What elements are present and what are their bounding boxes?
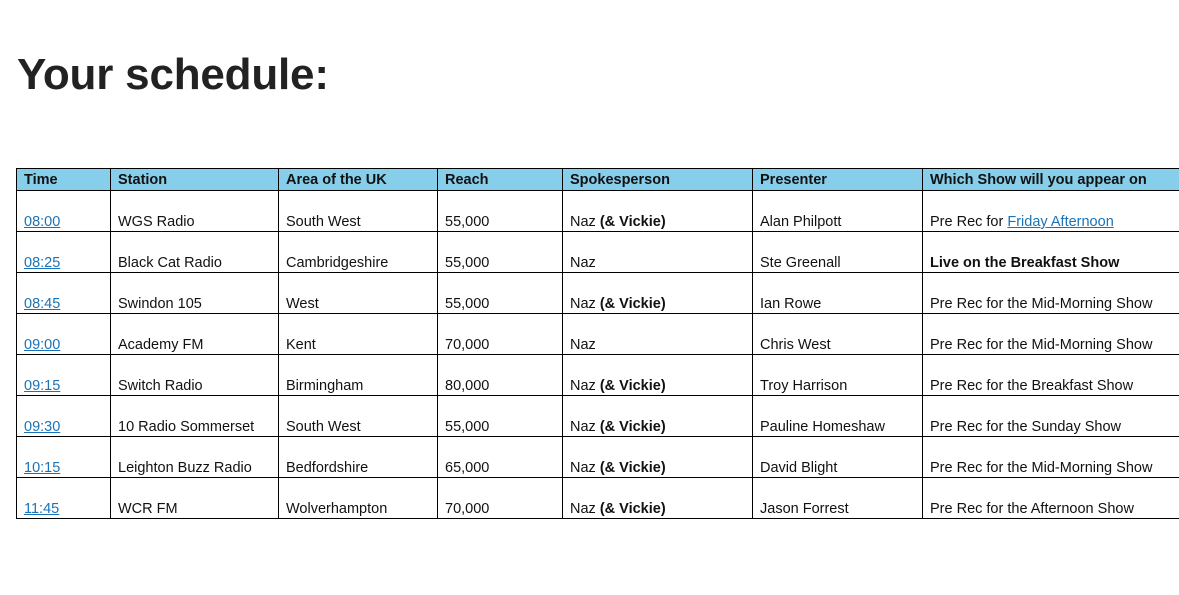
column-header-reach: Reach <box>438 169 563 191</box>
table-row <box>17 396 1179 437</box>
spokesperson-cell <box>563 314 753 355</box>
page-title: Your schedule: <box>17 50 329 99</box>
station-cell: Leighton Buzz Radio <box>111 437 279 478</box>
schedule-body <box>17 191 1179 519</box>
station-cell: Academy FM <box>111 314 279 355</box>
spokesperson-cell <box>563 437 753 478</box>
presenter-cell: Pauline Homeshaw <box>753 396 923 437</box>
spokesperson-extra: (& Vickie) <box>595 296 666 312</box>
reach-cell: 55,000 <box>438 396 563 437</box>
reach-cell: 55,000 <box>438 232 563 273</box>
schedule-table <box>16 168 1179 519</box>
time-link[interactable]: 08:00 <box>24 214 61 230</box>
presenter-cell: Alan Philpott <box>753 191 923 232</box>
area-cell: Cambridgeshire <box>279 232 438 273</box>
area-cell: West <box>279 273 438 314</box>
presenter-cell: Jason Forrest <box>753 478 923 519</box>
time-cell <box>17 232 111 273</box>
reach-cell: 70,000 <box>438 478 563 519</box>
time-cell <box>17 273 111 314</box>
spokesperson-name: Naz <box>570 460 596 476</box>
presenter-cell: Ste Greenall <box>753 232 923 273</box>
show-cell <box>923 396 1179 437</box>
station-cell: Switch Radio <box>111 355 279 396</box>
table-row <box>17 232 1179 273</box>
spokesperson-name: Naz <box>570 296 596 312</box>
spokesperson-cell <box>563 191 753 232</box>
show-text: Pre Rec for the Afternoon Show <box>930 501 1134 517</box>
spokesperson-name: Naz <box>570 255 596 271</box>
column-header-show: Which Show will you appear on <box>923 169 1179 191</box>
table-row <box>17 314 1179 355</box>
column-header-area: Area of the UK <box>279 169 438 191</box>
spokesperson-cell <box>563 478 753 519</box>
spokesperson-name: Naz <box>570 419 596 435</box>
show-prefix: Pre Rec for <box>930 214 1008 230</box>
station-cell: WGS Radio <box>111 191 279 232</box>
station-cell: Swindon 105 <box>111 273 279 314</box>
presenter-cell: David Blight <box>753 437 923 478</box>
show-cell <box>923 478 1179 519</box>
show-cell <box>923 314 1179 355</box>
station-cell: Black Cat Radio <box>111 232 279 273</box>
show-cell <box>923 273 1179 314</box>
time-cell <box>17 191 111 232</box>
spokesperson-name: Naz <box>570 337 596 353</box>
table-row <box>17 478 1179 519</box>
spokesperson-name: Naz <box>570 378 596 394</box>
column-header-station: Station <box>111 169 279 191</box>
spokesperson-extra: (& Vickie) <box>595 501 666 517</box>
show-text: Pre Rec for the Mid-Morning Show <box>930 460 1153 476</box>
reach-cell: 70,000 <box>438 314 563 355</box>
show-cell <box>923 355 1179 396</box>
time-cell <box>17 396 111 437</box>
table-row <box>17 273 1179 314</box>
time-link[interactable]: 09:30 <box>24 419 61 435</box>
spokesperson-cell <box>563 273 753 314</box>
area-cell: Kent <box>279 314 438 355</box>
time-cell <box>17 478 111 519</box>
reach-cell: 55,000 <box>438 191 563 232</box>
reach-cell: 65,000 <box>438 437 563 478</box>
time-cell <box>17 314 111 355</box>
time-link[interactable]: 09:00 <box>24 337 61 353</box>
show-cell <box>923 191 1179 232</box>
time-link[interactable]: 10:15 <box>24 460 61 476</box>
presenter-cell: Ian Rowe <box>753 273 923 314</box>
column-header-spokesperson: Spokesperson <box>563 169 753 191</box>
spokesperson-cell <box>563 355 753 396</box>
show-link[interactable]: Friday Afternoon <box>1007 214 1114 230</box>
station-cell: WCR FM <box>111 478 279 519</box>
spokesperson-cell <box>563 396 753 437</box>
area-cell: Bedfordshire <box>279 437 438 478</box>
table-row <box>17 355 1179 396</box>
show-cell <box>923 437 1179 478</box>
spokesperson-extra: (& Vickie) <box>595 460 666 476</box>
column-header-time: Time <box>17 169 111 191</box>
spokesperson-cell <box>563 232 753 273</box>
show-text: Pre Rec for the Mid-Morning Show <box>930 337 1153 353</box>
table-header-row <box>17 169 1179 191</box>
table-row <box>17 191 1179 232</box>
area-cell: South West <box>279 191 438 232</box>
area-cell: Wolverhampton <box>279 478 438 519</box>
column-header-presenter: Presenter <box>753 169 923 191</box>
show-text: Pre Rec for the Breakfast Show <box>930 378 1134 394</box>
time-cell <box>17 355 111 396</box>
time-cell <box>17 437 111 478</box>
show-text: Pre Rec for the Sunday Show <box>930 419 1122 435</box>
show-cell <box>923 232 1179 273</box>
time-link[interactable]: 11:45 <box>24 501 60 517</box>
time-link[interactable]: 08:45 <box>24 296 61 312</box>
area-cell: South West <box>279 396 438 437</box>
area-cell: Birmingham <box>279 355 438 396</box>
presenter-cell: Chris West <box>753 314 923 355</box>
spokesperson-name: Naz <box>570 214 596 230</box>
reach-cell: 55,000 <box>438 273 563 314</box>
spokesperson-extra: (& Vickie) <box>595 214 666 230</box>
show-text: Live on the Breakfast Show <box>930 255 1120 271</box>
time-link[interactable]: 09:15 <box>24 378 61 394</box>
spokesperson-extra: (& Vickie) <box>595 378 666 394</box>
table-row <box>17 437 1179 478</box>
show-text: Pre Rec for the Mid-Morning Show <box>930 296 1153 312</box>
time-link[interactable]: 08:25 <box>24 255 61 271</box>
presenter-cell: Troy Harrison <box>753 355 923 396</box>
station-cell: 10 Radio Sommerset <box>111 396 279 437</box>
reach-cell: 80,000 <box>438 355 563 396</box>
spokesperson-extra: (& Vickie) <box>595 419 666 435</box>
spokesperson-name: Naz <box>570 501 596 517</box>
